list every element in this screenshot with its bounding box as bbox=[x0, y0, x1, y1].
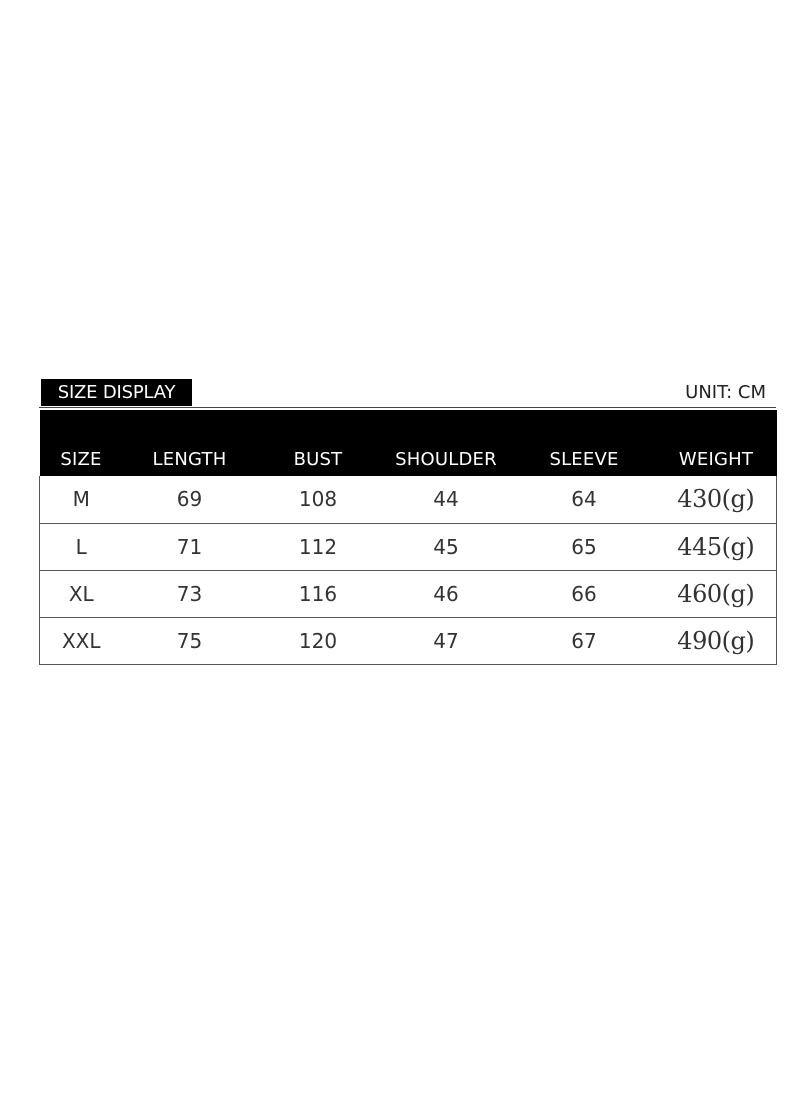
cell-shoulder: 47 bbox=[380, 617, 513, 664]
size-table bbox=[39, 410, 777, 665]
unit-label: UNIT: CM bbox=[685, 382, 766, 403]
cell-weight: 460(g) bbox=[656, 570, 777, 617]
size-table-header-row bbox=[40, 410, 777, 476]
cell-weight: 490(g) bbox=[656, 617, 777, 664]
cell-bust: 112 bbox=[257, 523, 380, 570]
cell-size: L bbox=[40, 523, 123, 570]
size-display-title: SIZE DISPLAY bbox=[41, 379, 192, 406]
cell-weight: 430(g) bbox=[656, 476, 777, 523]
cell-bust: 116 bbox=[257, 570, 380, 617]
table-row bbox=[40, 570, 777, 617]
table-row bbox=[40, 617, 777, 664]
cell-shoulder: 44 bbox=[380, 476, 513, 523]
cell-length: 71 bbox=[123, 523, 257, 570]
header-size: SIZE bbox=[60, 449, 102, 470]
cell-length: 75 bbox=[123, 617, 257, 664]
header-sleeve: SLEEVE bbox=[549, 449, 619, 470]
cell-weight: 445(g) bbox=[656, 523, 777, 570]
cell-sleeve: 65 bbox=[513, 523, 656, 570]
table-row bbox=[40, 476, 777, 523]
cell-size: M bbox=[40, 476, 123, 523]
cell-shoulder: 45 bbox=[380, 523, 513, 570]
header-weight: WEIGHT bbox=[678, 449, 754, 470]
cell-sleeve: 64 bbox=[513, 476, 656, 523]
header-bust: BUST bbox=[293, 449, 343, 470]
cell-length: 73 bbox=[123, 570, 257, 617]
cell-size: XXL bbox=[40, 617, 123, 664]
size-chart-title-bar bbox=[39, 379, 776, 408]
header-shoulder: SHOULDER bbox=[395, 449, 497, 470]
cell-size: XL bbox=[40, 570, 123, 617]
size-chart bbox=[39, 379, 776, 665]
cell-shoulder: 46 bbox=[380, 570, 513, 617]
cell-sleeve: 67 bbox=[513, 617, 656, 664]
cell-bust: 108 bbox=[257, 476, 380, 523]
cell-length: 69 bbox=[123, 476, 257, 523]
cell-bust: 120 bbox=[257, 617, 380, 664]
cell-sleeve: 66 bbox=[513, 570, 656, 617]
table-row bbox=[40, 523, 777, 570]
header-length: LENGTH bbox=[152, 449, 227, 470]
